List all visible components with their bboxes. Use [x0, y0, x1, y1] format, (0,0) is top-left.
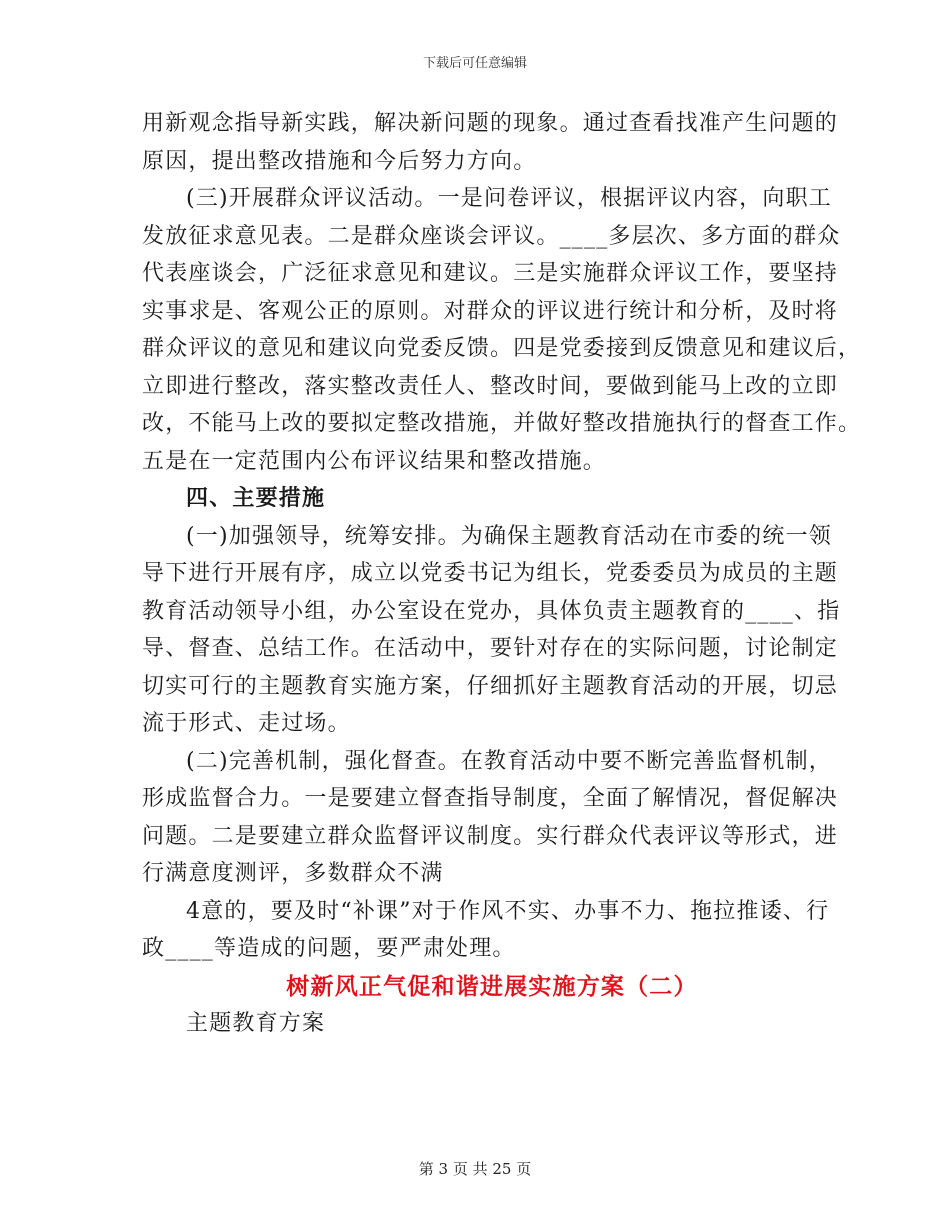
- paragraph-line: (二)完善机制，强化督查。在教育活动中要不断完善监督机制，: [186, 748, 832, 774]
- paragraph-line: 改，不能马上改的要拟定整改措施，并做好整改措施执行的督查工作。: [142, 411, 862, 436]
- page-footer: 第 3 页 共 25 页: [418, 1160, 532, 1178]
- paragraph-line: 发放征求意见表。二是群众座谈会评议。____多层次、多方面的群众: [142, 223, 841, 249]
- paragraph-line: 实事求是、客观公正的原则。对群众的评议进行统计和分析，及时将: [142, 298, 839, 324]
- paragraph-line: 切实可行的主题教育实施方案，仔细抓好主题教育活动的开展，切忌: [142, 673, 839, 699]
- paragraph-line: 原因，提出整改措施和今后努力方向。: [142, 148, 537, 174]
- document-body: [142, 105, 862, 1043]
- paragraph-line: 4意的，要及时“补课”对于作风不实、办事不力、拖拉推诿、行: [186, 898, 830, 924]
- paragraph-line: 群众评议的意见和建议向党委反馈。四是党委接到反馈意见和建议后，: [142, 336, 862, 361]
- section-heading: 四、主要措施: [186, 485, 326, 511]
- paragraph-line: 行满意度测评，多数群众不满: [142, 861, 444, 886]
- paragraph-line: 形成监督合力。一是要建立督查指导制度，全面了解情况，督促解决: [142, 786, 839, 811]
- paragraph-line: 用新观念指导新实践，解决新问题的现象。通过查看找准产生问题的: [142, 111, 839, 136]
- paragraph-line: 立即进行整改，落实整改责任人、整改时间，要做到能马上改的立即: [142, 373, 839, 399]
- paragraph-line: (一)加强领导，统筹安排。为确保主题教育活动在市委的统一领: [186, 523, 832, 549]
- paragraph-line: 代表座谈会，广泛征求意见和建议。三是实施群众评议工作，要坚持: [142, 261, 839, 286]
- paragraph-line: 政____等造成的问题，要严肃处理。: [142, 936, 516, 961]
- paragraph-line: (三)开展群众评议活动。一是问卷评议，根据评议内容，向职工: [186, 186, 832, 211]
- subtitle-line: 主题教育方案: [186, 1011, 326, 1036]
- paragraph-line: 问题。二是要建立群众监督评议制度。实行群众代表评议等形式，进: [142, 823, 839, 849]
- paragraph-line: 教育活动领导小组，办公室设在党办，具体负责主题教育的____、指: [142, 598, 841, 624]
- page-header: 下载后可任意编辑: [422, 56, 527, 71]
- paragraph-line: 五是在一定范围内公布评议结果和整改措施。: [142, 448, 607, 474]
- paragraph-line: 导、督查、总结工作。在活动中，要针对存在的实际问题，讨论制定: [142, 636, 839, 661]
- document-title: 树新风正气促和谐进展实施方案（二）: [286, 972, 698, 1000]
- paragraph-line: 流于形式、走过场。: [142, 711, 351, 736]
- paragraph-line: 导下进行开展有序，成立以党委书记为组长，党委委员为成员的主题: [142, 561, 839, 586]
